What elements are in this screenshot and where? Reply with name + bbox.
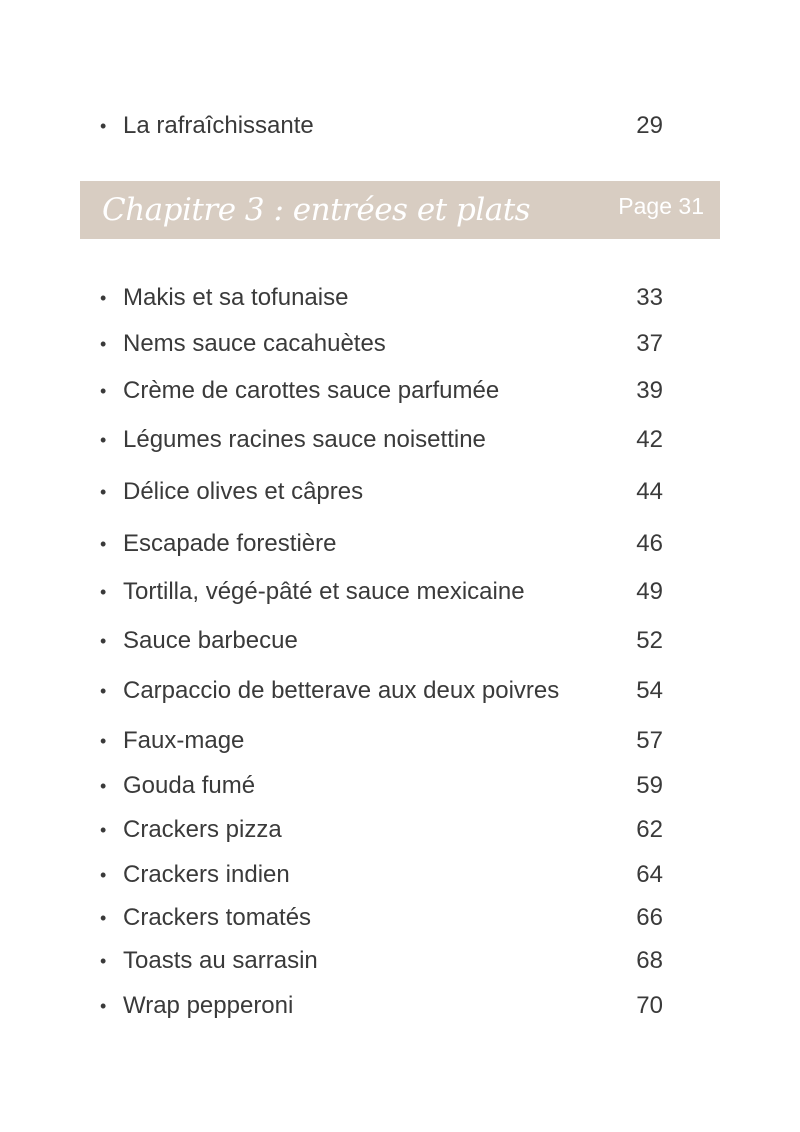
- toc-entry[interactable]: [100, 475, 663, 509]
- toc-entry[interactable]: [100, 575, 663, 609]
- chapter-title: Chapitre 3 : entrées et plats: [102, 192, 531, 228]
- bullet-icon: •: [100, 380, 107, 401]
- chapter-banner[interactable]: [80, 181, 720, 239]
- entry-title: Nems sauce cacahuètes: [123, 330, 386, 357]
- entry-page-number: 57: [636, 727, 663, 754]
- entry-title: Gouda fumé: [123, 772, 256, 799]
- bullet-icon: •: [100, 287, 107, 308]
- toc-entry[interactable]: [100, 901, 663, 935]
- entry-title: Crème de carottes sauce parfumée: [123, 377, 500, 404]
- toc-entry[interactable]: [100, 858, 663, 892]
- bullet-icon: •: [100, 630, 107, 651]
- entry-title: Crackers pizza: [123, 816, 282, 843]
- entry-page-number: 46: [636, 530, 663, 557]
- bullet-icon: •: [100, 581, 107, 602]
- entry-title: La rafraîchissante: [123, 112, 314, 139]
- entry-page-number: 44: [636, 478, 663, 505]
- entry-title: Escapade forestière: [123, 530, 337, 557]
- entry-page-number: 54: [636, 677, 663, 704]
- bullet-icon: •: [100, 333, 107, 354]
- entry-page-number: 39: [636, 377, 663, 404]
- entry-page-number: 66: [636, 904, 663, 931]
- entry-page-number: 70: [636, 992, 663, 1019]
- entry-page-number: 42: [636, 426, 663, 453]
- entry-page-number: 52: [636, 627, 663, 654]
- entry-title: Légumes racines sauce noisettine: [123, 426, 486, 453]
- entry-page-number: 33: [636, 284, 663, 311]
- bullet-icon: •: [100, 429, 107, 450]
- toc-entry[interactable]: [100, 374, 663, 408]
- entry-page-number: 68: [636, 947, 663, 974]
- entry-page-number: 37: [636, 330, 663, 357]
- entry-page-number: 59: [636, 772, 663, 799]
- entry-title: Toasts au sarrasin: [123, 947, 318, 974]
- bullet-icon: •: [100, 730, 107, 751]
- toc-entry[interactable]: [100, 944, 663, 978]
- toc-entry[interactable]: [100, 624, 663, 658]
- entry-title: Carpaccio de betterave aux deux poivres: [123, 677, 560, 704]
- bullet-icon: •: [100, 864, 107, 885]
- toc-entry[interactable]: [100, 423, 663, 457]
- entry-title: Wrap pepperoni: [123, 992, 294, 1019]
- entry-title: Tortilla, végé-pâté et sauce mexicaine: [123, 578, 525, 605]
- entry-title: Délice olives et câpres: [123, 478, 364, 505]
- entry-title: Faux-mage: [123, 727, 245, 754]
- toc-entry[interactable]: [100, 724, 663, 758]
- toc-entry[interactable]: [100, 281, 663, 315]
- bullet-icon: •: [100, 995, 107, 1016]
- entry-page-number: 62: [636, 816, 663, 843]
- bullet-icon: •: [100, 680, 107, 701]
- entry-title: Makis et sa tofunaise: [123, 284, 349, 311]
- toc-entry[interactable]: [100, 769, 663, 803]
- entry-page-number: 64: [636, 861, 663, 888]
- bullet-icon: •: [100, 907, 107, 928]
- entry-title: Crackers tomatés: [123, 904, 312, 931]
- toc-entry[interactable]: [100, 527, 663, 561]
- toc-entry[interactable]: [100, 989, 663, 1023]
- entry-title: Crackers indien: [123, 861, 290, 888]
- bullet-icon: •: [100, 950, 107, 971]
- bullet-icon: •: [100, 775, 107, 796]
- chapter-page: Page 31: [618, 192, 704, 219]
- bullet-icon: •: [100, 115, 107, 136]
- toc-entry[interactable]: [100, 813, 663, 847]
- toc-entry[interactable]: [100, 674, 663, 708]
- toc-entry[interactable]: [100, 327, 663, 361]
- toc-entry[interactable]: [100, 109, 663, 143]
- bullet-icon: •: [100, 481, 107, 502]
- bullet-icon: •: [100, 533, 107, 554]
- entry-page-number: 29: [636, 112, 663, 139]
- entry-title: Sauce barbecue: [123, 627, 298, 654]
- entry-page-number: 49: [636, 578, 663, 605]
- bullet-icon: •: [100, 819, 107, 840]
